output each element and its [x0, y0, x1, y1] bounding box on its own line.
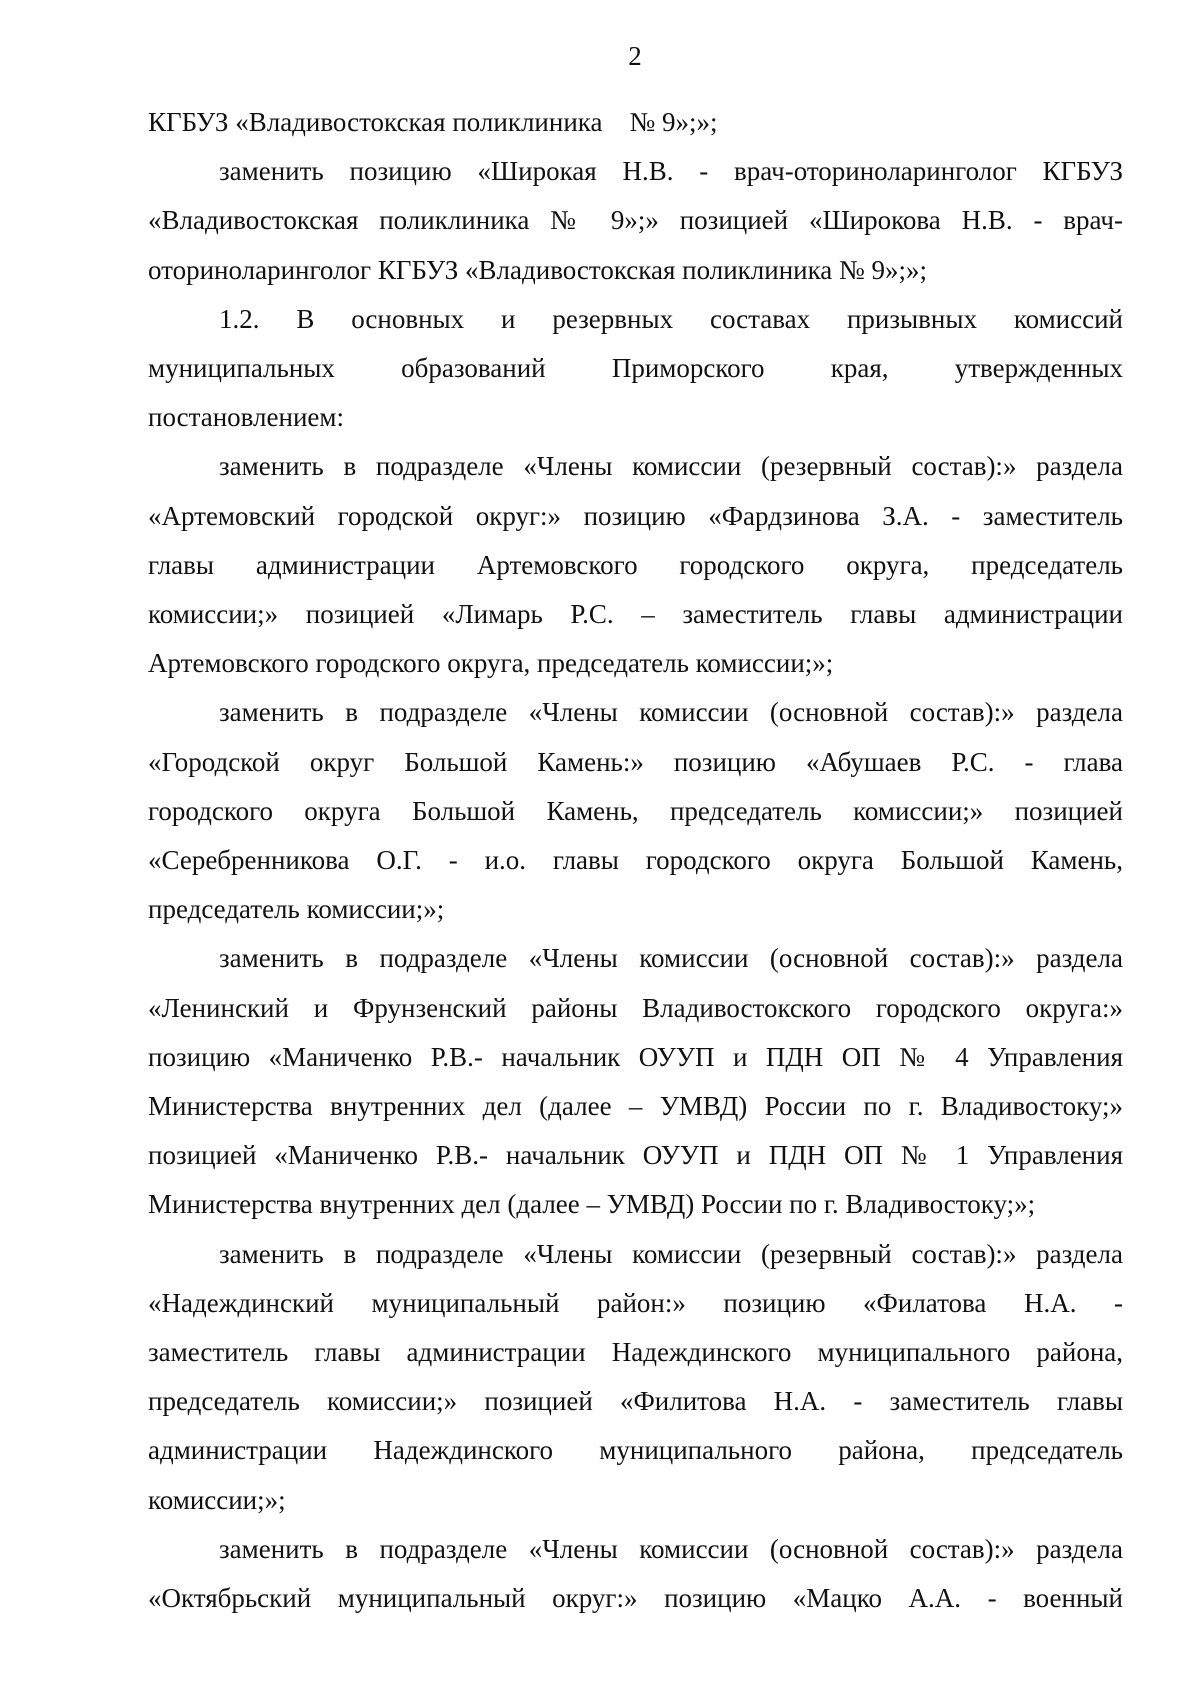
- text-line: заменить в подразделе «Члены комиссии (основной состав):» раздела: [219, 1533, 1123, 1564]
- text-line: Министерства внутренних дел (далее – УМВД) России по г. Владивостоку;»;: [148, 1189, 1036, 1220]
- text-line: председатель комиссии;» позицией «Филитова Н.А. - заместитель главы: [148, 1386, 1123, 1417]
- text-line: позицию «Маниченко Р.В.- начальник ОУУП и ПДН ОП № 4 Управления: [148, 1041, 1123, 1072]
- text-line: оториноларинголог КГБУЗ «Владивостокская поликлиника № 9»;»;: [148, 254, 928, 285]
- text-line: комиссии;»;: [148, 1484, 286, 1515]
- text-line: председатель комиссии;»;: [148, 894, 445, 925]
- text-line: 1.2. В основных и резервных составах призывных комиссий: [219, 303, 1123, 334]
- text-line: «Городской округ Большой Камень:» позицию «Абушаев Р.С. - глава: [148, 746, 1123, 777]
- paragraph-replace-leninsky: [148, 934, 1123, 1229]
- text-line: заменить позицию «Широкая Н.В. - врач-оториноларинголог КГБУЗ: [219, 156, 1123, 187]
- text-line: заменить в подразделе «Члены комиссии (резервный состав):» раздела: [219, 1238, 1123, 1269]
- page-number: 2: [628, 41, 642, 71]
- text-line: администрации Надеждинского муниципального района, председатель: [148, 1435, 1123, 1466]
- text-line: заменить в подразделе «Члены комиссии (основной состав):» раздела: [219, 943, 1123, 974]
- paragraph-replace-bolshoy-kamen: [148, 688, 1123, 934]
- paragraph-replace-oktyabrsky: [148, 1525, 1123, 1623]
- text-line: постановлением:: [148, 402, 344, 433]
- paragraph-replace-artemovsky: [148, 442, 1123, 688]
- text-line: «Серебренникова О.Г. - и.о. главы городского округа Большой Камень,: [148, 845, 1123, 876]
- paragraph-replace-nadezhdinsky: [148, 1230, 1123, 1525]
- text-line: позицией «Маниченко Р.В.- начальник ОУУП и ПДН ОП № 1 Управления: [148, 1140, 1123, 1171]
- text-line: Министерства внутренних дел (далее – УМВД) России по г. Владивостоку;»: [148, 1091, 1123, 1122]
- text-line: «Ленинский и Фрунзенский районы Владивостокского городского округа:»: [148, 992, 1123, 1023]
- paragraph-section-1-2: [148, 295, 1123, 443]
- text-line: «Октябрьский муниципальный округ:» позицию «Мацко А.А. - военный: [148, 1583, 1123, 1614]
- document-body: [148, 98, 1123, 1623]
- text-line: заместитель главы администрации Надеждинского муниципального района,: [148, 1337, 1123, 1368]
- text-line: городского округа Большой Камень, председатель комиссии;» позицией: [148, 795, 1123, 826]
- text-line: «Владивостокская поликлиника № 9»;» позицией «Широкова Н.В. - врач-: [148, 205, 1123, 236]
- text-line: «Артемовский городской округ:» позицию «Фардзинова З.А. - заместитель: [148, 500, 1123, 531]
- paragraph-continuation: [148, 98, 1123, 147]
- text-line: КГБУЗ «Владивостокская поликлиника № 9»;»;: [148, 107, 718, 137]
- text-line: «Надеждинский муниципальный район:» позицию «Филатова Н.А. -: [148, 1287, 1123, 1318]
- text-line: главы администрации Артемовского городского округа, председатель: [148, 549, 1123, 580]
- text-line: заменить в подразделе «Члены комиссии (основной состав):» раздела: [219, 697, 1123, 728]
- text-line: муниципальных образований Приморского края, утвержденных: [148, 353, 1123, 384]
- text-line: комиссии;» позицией «Лимарь Р.С. – заместитель главы администрации: [148, 599, 1123, 630]
- text-line: Артемовского городского округа, председатель комиссии;»;: [148, 648, 834, 679]
- text-line: заменить в подразделе «Члены комиссии (резервный состав):» раздела: [219, 451, 1123, 482]
- paragraph-replace-shirokaya: [148, 147, 1123, 295]
